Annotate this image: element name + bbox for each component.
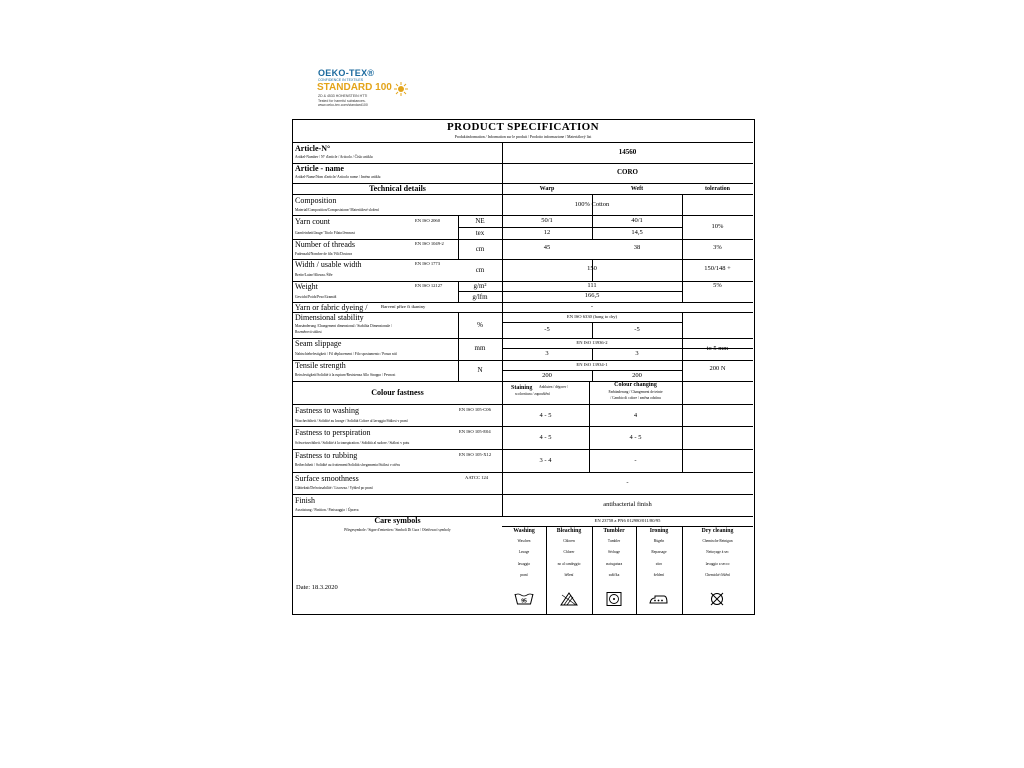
care-col-washing-l1: Waschen — [517, 539, 531, 543]
logo-url: www.oeko-tex.com/standard100 — [318, 103, 368, 107]
threads-unit: cm — [475, 245, 485, 253]
seam-tolerance: to 5 mm — [706, 345, 729, 352]
surface-sub: Glätteknit/Defroissabilité / Liscezza / Vyhled po praní — [295, 486, 373, 490]
width-value: 150 — [587, 265, 597, 272]
weight-label: Weight — [295, 282, 318, 291]
rubbing-fastness-sub: Reibechtheit / Solidité au frottement/Solidità sfregamento/Stálost v otěru — [295, 463, 400, 467]
care-col-bleaching-l3: no al candeggio — [557, 562, 581, 566]
width-tolerance: 150/148 + — [704, 265, 731, 272]
seam-warp: 3 — [545, 350, 549, 357]
sun-icon — [394, 82, 408, 96]
colour-changing-sub2: / Cambio di colore / změna odstínu — [610, 396, 661, 400]
yarn-count-sub: Garnfeinheit/Jauge/ Titolo Filato/Jemnost — [295, 231, 355, 235]
dimensional-label: Dimensional stability — [295, 313, 364, 322]
finish-value: antibacterial finish — [603, 501, 652, 508]
care-col-tumbler-l4: sušička — [608, 573, 620, 577]
oeko-tex-logo — [314, 68, 410, 116]
no-bleach-icon — [559, 592, 579, 606]
wash-95-icon — [514, 592, 534, 606]
weight-tolerance: 5% — [713, 282, 722, 289]
article-name-label: Article - name — [295, 164, 344, 173]
staining-sub1: Anbluten / dégorer / — [539, 385, 569, 389]
logo-reference: ZD & 4533 HOHENSTEIN HTTI — [318, 94, 368, 98]
care-col-tumbler-l1: Tumbler — [607, 539, 621, 543]
care-col-washing-l4: praní — [520, 573, 528, 577]
dimensional-unit: % — [477, 321, 483, 329]
yarn-count-tolerance: 10% — [711, 223, 724, 230]
care-col-washing-head: Washing — [513, 528, 535, 534]
care-col-bleaching-head: Bleaching — [556, 528, 582, 534]
composition-label: Composition — [295, 196, 337, 205]
perspiration-change-value: 4 - 5 — [629, 434, 642, 441]
tensile-sub: Reissfestigkeit/Solidité à la rupture/Resistenza Allo Strappo / Pevnost — [295, 373, 396, 377]
colour-changing-sub1: Farbänderung / Changement de teinte — [608, 390, 663, 394]
dimensional-sub1: Massänderung /Changement dimensional / Stabilita Dimensionale / — [295, 324, 393, 328]
care-col-ironing-l4: žehlení — [653, 573, 665, 577]
threads-label: Number of threads — [295, 240, 355, 249]
logo-standard: STANDARD 100 — [317, 82, 392, 93]
care-col-drycleaning-l4: Chemické čištění — [705, 573, 730, 577]
care-col-drycleaning-head: Dry cleaning — [701, 528, 734, 534]
care-symbols-sub: Pflegesymbole / Signe d'entretien / Simboli Di Cura / Ošetřovací symboly — [344, 528, 451, 532]
dimensional-standard: EN ISO 6330 (hang to dry) — [566, 314, 618, 319]
warp-heading: Warp — [539, 186, 555, 192]
finish-label: Finish — [295, 496, 316, 505]
care-col-ironing-l1: Bügeln — [653, 539, 665, 543]
yarn-count-warp-tex: 12 — [543, 229, 551, 236]
colour-changing-heading: Colour changing — [614, 382, 657, 388]
washing-fastness-standard: EN ISO 105-C06 — [459, 407, 491, 412]
dimensional-warp: -5 — [544, 326, 550, 333]
perspiration-fastness-standard: EN ISO 105-E04 — [459, 429, 491, 434]
weight-value-glfm: 166,5 — [584, 292, 600, 299]
yarn-count-unit-tex: tex — [475, 229, 485, 237]
page-title: PRODUCT SPECIFICATION — [447, 121, 599, 133]
washing-change-value: 4 — [633, 412, 638, 419]
yarn-count-label: Yarn count — [295, 217, 330, 226]
seam-label: Seam slippage — [295, 339, 342, 348]
washing-fastness-sub: Waschechtheit / Solidité au lavage / Solidità Colore al lavaggio/Stálost v praní — [295, 419, 408, 423]
weight-sub: Gewicht/Poids/Peso/Gramáž — [295, 295, 337, 299]
perspiration-fastness-sub: Schweissechtheit / Solidité à la transpiration / Solidità al sudore / Stálost v potu — [295, 441, 410, 445]
finish-sub: Ausrüstung / Finition / Finissaggio / Úprava — [295, 508, 359, 512]
article-name-value: CORO — [617, 168, 638, 176]
seam-sub: Nahtschiebefestigkeit / Fil déplacement / Filo spostamento / Posun nití — [295, 352, 397, 356]
perspiration-fastness-label: Fastness to perspiration — [295, 428, 371, 437]
toleration-heading: toleration — [705, 186, 730, 192]
logo-tagline: CONFIDENCE IN TEXTILES — [318, 78, 364, 82]
weight-unit-gm2: g/m² — [473, 282, 487, 290]
care-col-tumbler-l3: asciugatura — [605, 562, 623, 566]
tensile-unit: N — [477, 366, 483, 374]
surface-label: Surface smoothness — [295, 474, 359, 483]
tensile-standard: EN ISO 13934-1 — [576, 362, 608, 367]
yarn-count-weft-tex: 14,5 — [631, 229, 643, 236]
care-col-tumbler-head: Tumbler — [603, 528, 625, 534]
dyeing-label: Yarn or fabric dyeing / — [295, 303, 368, 312]
width-unit: cm — [475, 266, 485, 274]
technical-details-heading: Technical details — [369, 184, 426, 193]
threads-sub: Fadenzahl/Nombre de fils/ Fili/Dostava — [295, 252, 352, 256]
dimensional-weft: -5 — [634, 326, 640, 333]
threads-standard: EN ISO 1049-2 — [415, 241, 444, 246]
product-specification-sheet — [292, 119, 755, 615]
surface-value: - — [626, 479, 629, 486]
seam-unit: mm — [474, 344, 486, 352]
tensile-weft: 200 — [632, 372, 642, 379]
yarn-count-standard: EN ISO 2060 — [415, 218, 441, 223]
care-col-washing-l2: Lavage — [518, 550, 530, 554]
weight-value-gm2: 111 — [587, 282, 597, 289]
yarn-count-weft-ne: 40/1 — [631, 217, 643, 224]
rubbing-staining-value: 3 - 4 — [539, 457, 552, 464]
rubbing-fastness-label: Fastness to rubbing — [295, 451, 358, 460]
yarn-count-unit-ne: NE — [475, 217, 485, 225]
surface-standard: AATCC 124 — [465, 475, 489, 480]
care-col-bleaching-l4: bělení — [564, 573, 574, 577]
care-col-ironing-l2: Repassage — [651, 550, 667, 554]
dyeing-value: - — [590, 303, 594, 310]
composition-value: 100% Cotton — [574, 201, 610, 208]
colour-fastness-heading: Colour fastness — [371, 388, 424, 397]
width-standard: EN ISO 1773 — [415, 261, 441, 266]
perspiration-staining-value: 4 - 5 — [539, 434, 552, 441]
washing-staining-value: 4 - 5 — [539, 412, 552, 419]
tensile-tolerance: 200 N — [709, 365, 726, 372]
logo-brand: OEKO-TEX® — [318, 68, 375, 78]
article-no-sub: Artikel-Number / N° d'article / Articolo / Číslo artiklu — [295, 155, 373, 159]
care-col-bleaching-l2: Chlorer — [563, 550, 575, 554]
care-symbols-heading: Care symbols — [374, 516, 421, 525]
threads-weft: 38 — [633, 244, 641, 251]
yarn-count-warp-ne: 50/1 — [541, 217, 553, 224]
width-sub: Breite/Laize/Altezza /Šíře — [295, 273, 333, 277]
threads-warp: 45 — [543, 244, 551, 251]
svg-text:95: 95 — [521, 598, 527, 605]
care-col-bleaching-l1: Chloren — [563, 539, 575, 543]
iron-icon — [649, 592, 669, 606]
care-standard: EN 23758 a PN6 012980/011/80/95 — [594, 518, 661, 523]
weft-heading: Weft — [630, 186, 644, 192]
rubbing-change-value: - — [634, 457, 637, 464]
staining-heading: Staining — [511, 385, 533, 391]
care-col-washing-l3: lavaggio — [517, 562, 531, 566]
care-col-drycleaning-l3: lavaggio a secco — [705, 562, 730, 566]
article-name-sub: Artikel-Name/Nom d'article/ Articolo nome / Jméno artiklu — [295, 175, 381, 179]
tumble-dry-icon — [604, 592, 624, 606]
tensile-warp: 200 — [542, 372, 552, 379]
article-no-value: 14560 — [618, 148, 637, 156]
width-label: Width / usable width — [295, 260, 362, 269]
care-col-ironing-head: Ironing — [649, 528, 669, 534]
composition-sub: Material/Composition/Composizione/ Materiálové složení — [295, 208, 379, 212]
care-col-drycleaning-l2: Nettoyage à sec — [706, 550, 729, 554]
tensile-label: Tensile strength — [295, 361, 346, 370]
washing-fastness-label: Fastness to washing — [295, 406, 359, 415]
logo-tested: Tested for harmful substances. — [318, 99, 366, 103]
page-subtitle: Produktinformation / Information sur le produit / Prodotto informazione / Materiálový list — [454, 135, 592, 139]
care-col-ironing-l3: stiro — [655, 562, 663, 566]
care-col-drycleaning-l1: Chemische Reinigun — [702, 539, 733, 543]
no-dryclean-icon — [707, 592, 727, 606]
weight-unit-glfm: g/lfm — [472, 293, 488, 301]
weight-standard: EN ISO 12127 — [415, 283, 443, 288]
seam-standard: EN ISO 13936-2 — [576, 340, 608, 345]
staining-sub2: scolorritura / zapouštění — [515, 392, 550, 396]
threads-tolerance: 3% — [713, 244, 722, 251]
seam-weft: 3 — [635, 350, 639, 357]
care-col-tumbler-l2: Séchage — [608, 550, 620, 554]
rubbing-fastness-standard: EN ISO 105-X12 — [459, 452, 492, 457]
date-label: Date: 18.3.2020 — [296, 584, 338, 591]
article-no-label: Article-N° — [295, 144, 331, 153]
dyeing-sub: Barvení příze či tkaniny — [381, 304, 426, 309]
dimensional-sub2: Rozměrová stálost — [295, 330, 322, 334]
